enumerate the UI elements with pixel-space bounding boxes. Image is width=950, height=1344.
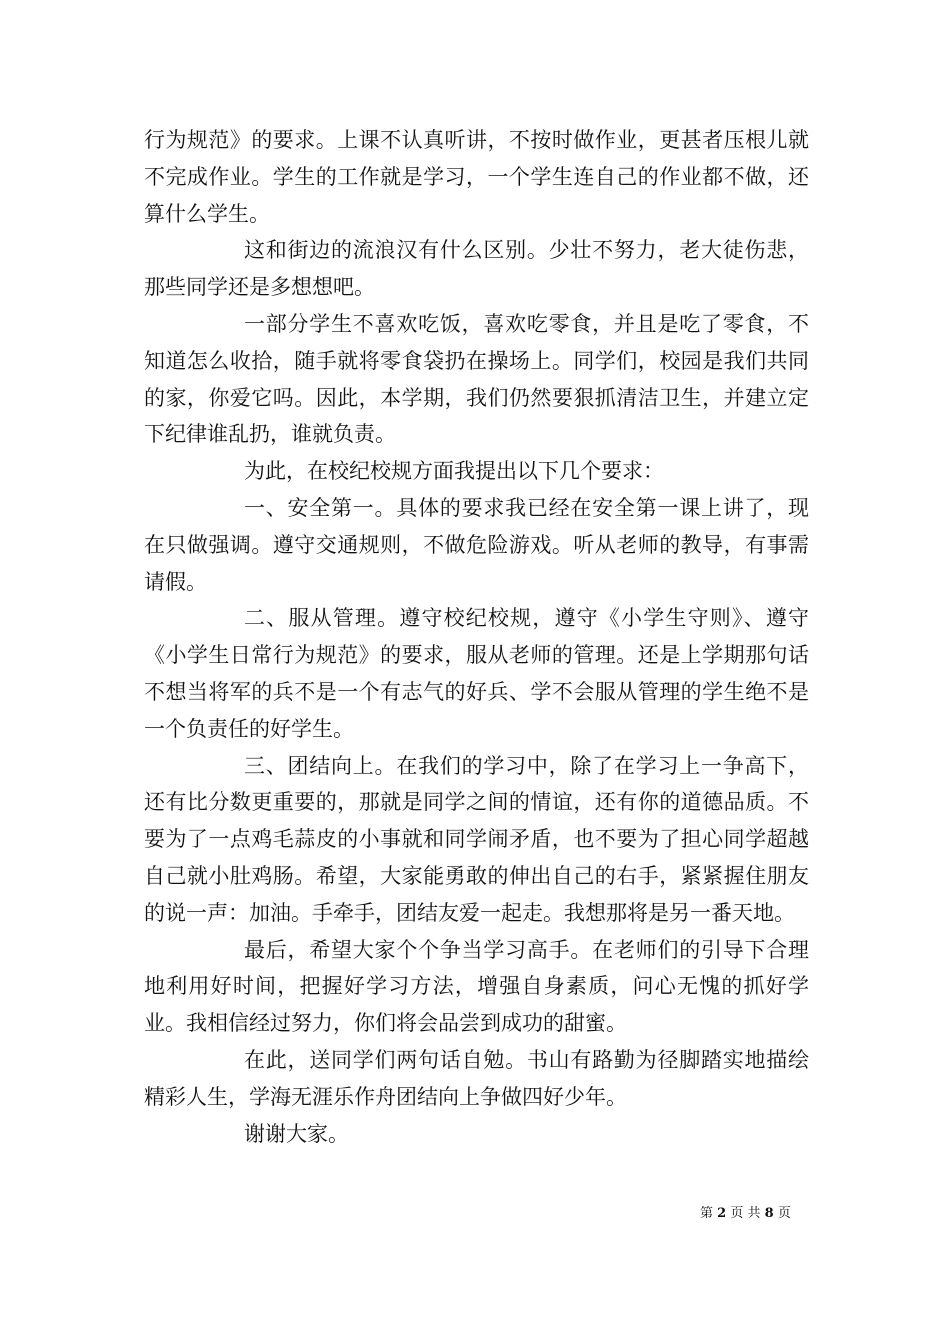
paragraph-7: 三、团结向上。在我们的学习中，除了在学习上一争高下，还有比分数更重要的，那就是同学之间的情谊，还有你的道德品质。不要为了一点鸡毛蒜皮的小事就和同学闹矛盾，也不要为了担心同学超越自己就小肚鸡肠。希望，大家能勇敢的伸出自己的右手，紧紧握住朋友的说一声：加油。手牵手，团结友爱一起走。我想那将是另一番天地。 (144, 753, 809, 925)
page-footer (700, 1205, 810, 1223)
paragraph-5: 一、安全第一。具体的要求我已经在安全第一课上讲了，现在只做强调。遵守交通规则，不做危险游戏。听从老师的教导，有事需请假。 (144, 495, 809, 594)
footer-total-pages: 8 (764, 1206, 774, 1221)
paragraph-2: 这和街边的流浪汉有什么区别。少壮不努力，老大徒伤悲，那些同学还是多想想吧。 (144, 238, 809, 300)
paragraph-8: 最后，希望大家个个争当学习高手。在老师们的引导下合理地利用好时间，把握好学习方法，增强自身素质，问心无愧的抓好学业。我相信经过努力，你们将会品尝到成功的甜蜜。 (144, 937, 809, 1036)
paragraph-3: 一部分学生不喜欢吃饭，喜欢吃零食，并且是吃了零食，不知道怎么收拾，随手就将零食袋扔在操场上。同学们，校园是我们共同的家，你爱它吗。因此，本学期，我们仍然要狠抓清洁卫生，并建立定下纪律谁乱扔，谁就负责。 (144, 311, 809, 447)
paragraph-1: 行为规范》的要求。上课不认真听讲，不按时做作业，更甚者压根儿就不完成作业。学生的工作就是学习，一个学生连自己的作业都不做，还算什么学生。 (144, 128, 809, 226)
footer-suffix: 页 (777, 1206, 791, 1221)
document-body (144, 122, 809, 1152)
paragraph-10: 谢谢大家。 (244, 1121, 349, 1146)
paragraph-6: 二、服从管理。遵守校纪校规，遵守《小学生守则》、遵守《小学生日常行为规范》的要求，服从老师的管理。还是上学期那句话不想当将军的兵不是一个有志气的好兵、学不会服从管理的学生绝不是一个负责任的好学生。 (144, 606, 809, 741)
paragraph-9: 在此，送同学们两句话自勉。书山有路勤为径脚踏实地描绘精彩人生，学海无涯乐作舟团结向上争做四好少年。 (144, 1047, 809, 1109)
footer-middle: 页 共 (730, 1206, 761, 1221)
footer-prefix: 第 (700, 1206, 714, 1221)
footer-current-page: 2 (717, 1206, 727, 1221)
paragraph-4: 为此，在校纪校规方面我提出以下几个要求： (244, 459, 664, 484)
